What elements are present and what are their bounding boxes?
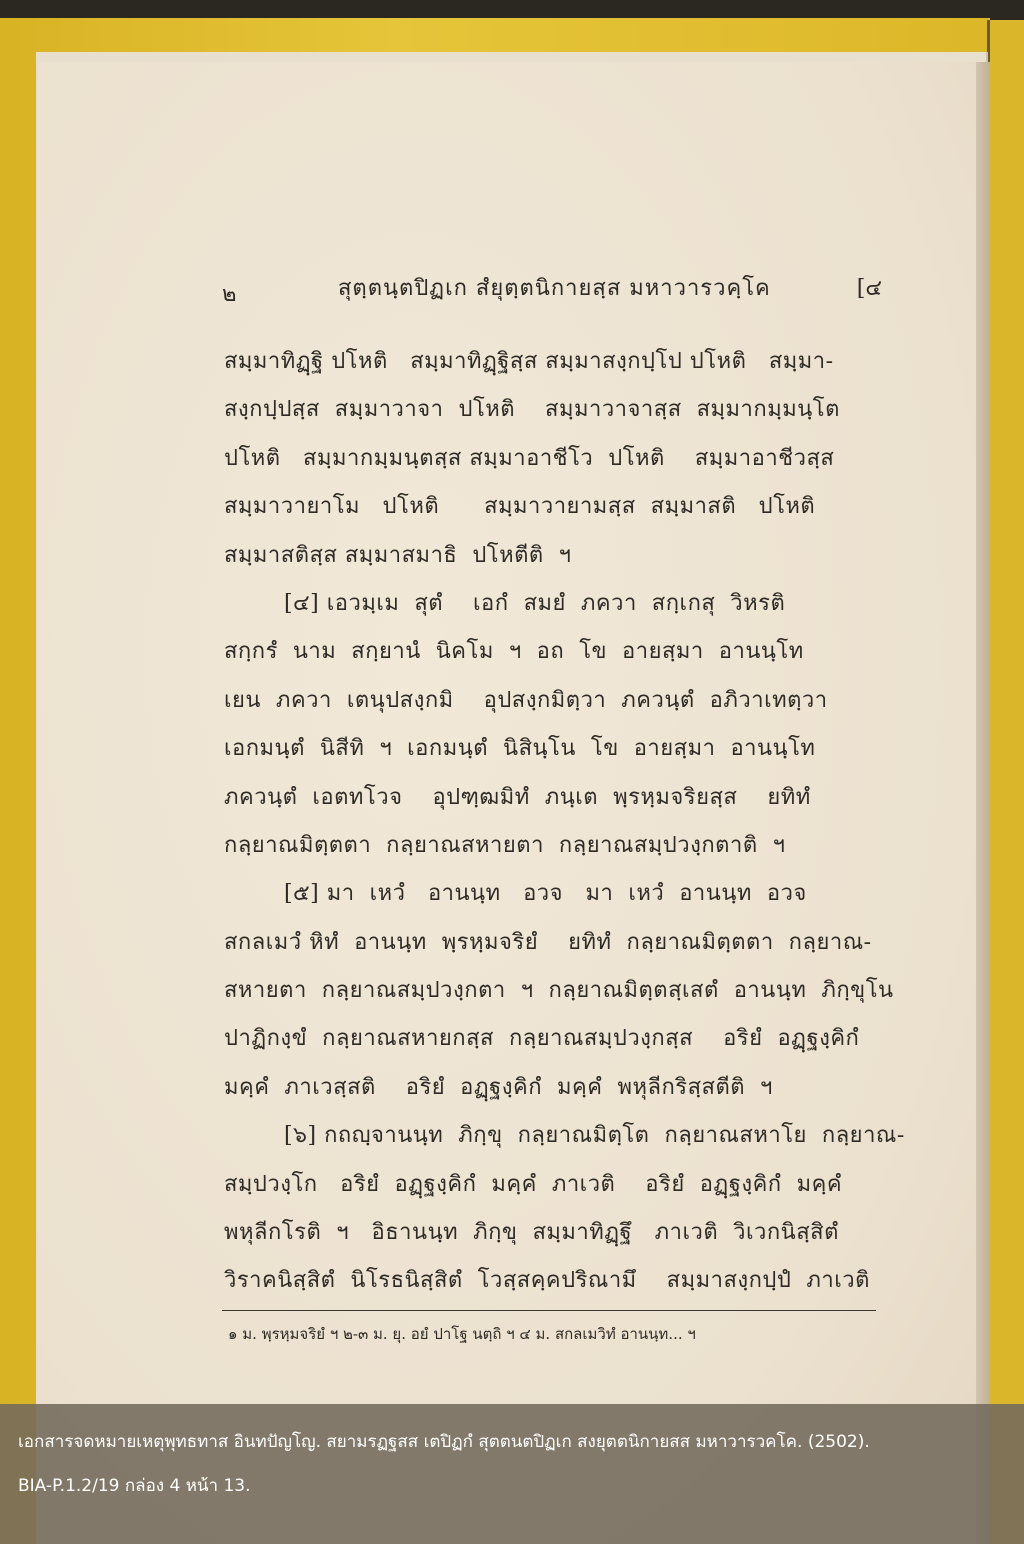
caption-bar: [0, 1404, 1024, 1544]
text-line: สมฺมาทิฏฺฐิ ปโหติ สมฺมาทิฏฺฐิสฺส สมฺมาสงฺกปฺโป ปโหติ สมฺมา-: [224, 349, 834, 374]
text-line: กลฺยาณมิตฺตตา กลฺยาณสหายตา กลฺยาณสมฺปวงฺกตาติ ฯ: [224, 832, 786, 858]
text-line: ปโหติ สมฺมากมฺมนฺตสฺส สมฺมาอาชีโว ปโหติ สมฺมาอาชีวสฺส: [224, 445, 835, 471]
text-line: ภควนฺตํ เอตทโวจ อุปฑฺฒมิทํ ภนฺเต พฺรหฺมจริยสฺส ยทิทํ: [224, 784, 811, 810]
text-line: เอกมนฺตํ นิสีทิ ฯ เอกมนฺตํ นิสินฺโน โข อายสฺมา อานนฺโท: [224, 736, 816, 762]
text-line: สมฺมาวายาโม ปโหติ สมฺมาวายามสฺส สมฺมาสติ ปโหติ: [224, 494, 816, 520]
text-line: สงฺกปฺปสฺส สมฺมาวาจา ปโหติ สมฺมาวาจาสฺส สมฺมากมฺมนฺโต: [224, 397, 840, 423]
text-line: สมฺมาสติสฺส สมฺมาสมาธิ ปโหตีติ ฯ: [224, 542, 572, 568]
text-line: พหุลีกโรติ ฯ อิธานนฺท ภิกฺขุ สมฺมาทิฏฺฐึ ภาเวติ วิเวกนิสฺสิตํ: [224, 1220, 839, 1246]
text-line: สกฺกรํ นาม สกฺยานํ นิคโม ฯ อถ โข อายสฺมา อานนฺโท: [224, 639, 804, 665]
page-number: ๒: [222, 282, 237, 307]
text-line: เยน ภควา เตนุปสงฺกมิ อุปสงฺกมิตฺวา ภควนฺตํ อภิวาเทตฺวา: [224, 687, 828, 713]
text-line: สกลเมวํ หิทํ อานนฺท พฺรหฺมจริยํ ยทิทํ กลฺยาณมิตฺตตา กลฺยาณ-: [224, 929, 872, 955]
text-line: ปาฏิกงฺขํ กลฺยาณสหายกสฺส กลฺยาณสมฺปวงฺกสฺส อริยํ อฏฺฐงฺคิกํ: [224, 1026, 860, 1052]
footnotes: ๑ ม. พฺรหฺมจริยํ ฯ ๒-๓ ม. ยุ. อยํ ปาโฐ นตฺถิ ฯ ๔ ม. สกลเมวิทํ อานนฺท... ฯ: [228, 1325, 696, 1343]
section-number: [๔: [856, 276, 882, 301]
text-line: สหายตา กลฺยาณสมฺปวงฺกตา ฯ กลฺยาณมิตฺตสฺเสตํ อานนฺท ภิกฺขุโน: [224, 978, 894, 1004]
body-text: [224, 338, 905, 1306]
running-title: สุตฺตนฺตปิฏเก สํยุตฺตนิกายสฺส มหาวารวคฺโค: [338, 276, 771, 301]
text-line: [๖] กถญฺจานนฺท ภิกฺขุ กลฺยาณมิตฺโต กลฺยาณสหาโย กลฺยาณ-: [224, 1123, 905, 1149]
text-line: วิราคนิสฺสิตํ นิโรธนิสฺสิตํ โวสฺสคฺคปริณามึ สมฺมาสงฺกปฺปํ ภาเวติ: [224, 1268, 870, 1294]
book-cover-edge: [987, 20, 1024, 1544]
text-line: มคฺคํ ภาเวสฺสติ อริยํ อฏฺฐงฺคิกํ มคฺคํ พหุลีกริสฺสตีติ ฯ: [224, 1074, 773, 1100]
page-header: [222, 270, 882, 307]
text-line: สมฺปวงฺโก อริยํ อฏฺฐงฺคิกํ มคฺคํ ภาเวติ อริยํ อฏฺฐงฺคิกํ มคฺคํ: [224, 1171, 843, 1197]
page-gutter: [976, 62, 990, 1544]
caption-reference: BIA-P.1.2/19 กล่อง 4 หน้า 13.: [18, 1476, 251, 1496]
text-line: [๔] เอวมฺเม สุตํ เอกํ สมยํ ภควา สกฺเกสุ วิหรติ: [224, 590, 786, 616]
footnote-divider: [222, 1310, 876, 1311]
caption-citation: เอกสารจดหมายเหตุพุทธทาส อินทปัญโญ. สยามรฏฐสส เตปิฏกํ สุตตนตปิฏเก สงยุตตนิกายสส มหาวารวคโค. (2502).: [18, 1432, 870, 1452]
text-line: [๕] มา เหวํ อานนฺท อวจ มา เหวํ อานนฺท อวจ: [224, 881, 807, 907]
